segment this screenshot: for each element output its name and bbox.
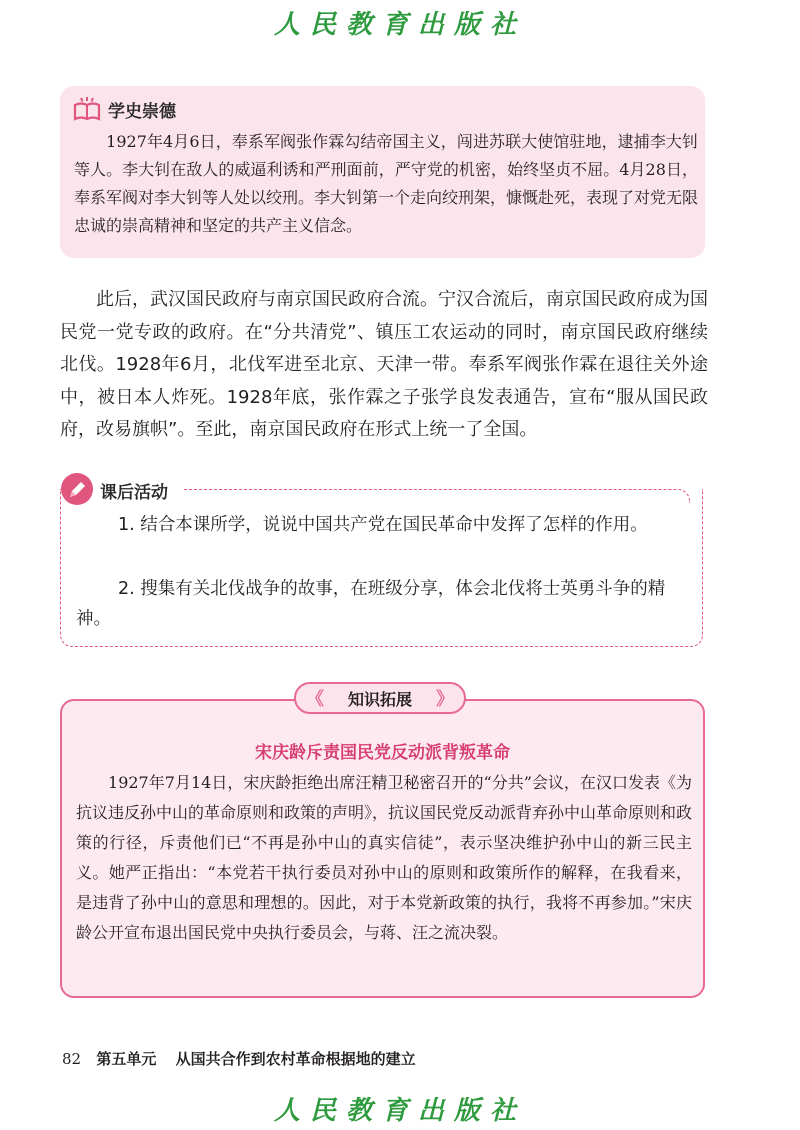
chevron-right-icon: 》 (435, 689, 454, 710)
xueshi-text: 1927年4月6日，奉系军阀张作霖勾结帝国主义，闯进苏联大使馆驻地，逮捕李大钊等人。李大钊在敌人的威逼利诱和严刑面前，严守党的机密，始终坚贞不屈。4月28日，奉系军阀对李大钊等人处以绞刑。李大钊第一个走向绞刑架，慷慨赴死，表现了对党无限忠诚的崇高精神和坚定的共产主义信念。 (74, 132, 699, 235)
xueshi-title: 学史崇德 (108, 101, 176, 122)
xueshi-chongde-box (60, 86, 705, 258)
knowledge-badge (294, 682, 466, 714)
unit-title: 从国共合作到农村革命根据地的建立 (175, 1050, 416, 1068)
chevron-left-icon: 《 (306, 689, 324, 710)
page-footer (62, 1048, 416, 1069)
main-paragraph: 此后，武汉国民政府与南京国民政府合流。宁汉合流后，南京国民政府成为国民党一党专政的政府。在“分共清党”、镇压工农运动的同时，南京国民政府继续北伐。1928年6月，北伐军进至北京、天津一带。奉系军阀张作霖在退往关外途中，被日本人炸死。1928年底，张作霖之子张学良发表通告，宣布“服从国民政府，改易旗帜”。至此，南京国民政府在形式上统一了全国。 (60, 289, 708, 440)
publisher-logo-top: 人民教育出版社 (273, 10, 526, 40)
activity-item-1: 1. 结合本课所学，说说中国共产党在国民革命中发挥了怎样的作用。 (118, 515, 648, 535)
book-icon (72, 96, 102, 122)
activity-item-2: 2. 搜集有关北伐战争的故事，在班级分享，体会北伐将士英勇斗争的精神。 (76, 579, 666, 629)
xueshi-header (72, 96, 176, 122)
activity-title: 课后活动 (100, 483, 168, 503)
knowledge-heading: 宋庆龄斥责国民党反动派背叛革命 (255, 743, 510, 763)
page-number: 82 (62, 1050, 82, 1068)
unit-label: 第五单元 (96, 1050, 157, 1068)
knowledge-badge-title: 知识拓展 (347, 689, 412, 709)
knowledge-text: 1927年7月14日，宋庆龄拒绝出席汪精卫秘密召开的“分共”会议，在汉口发表《为抗议违反孙中山的革命原则和政策的声明》，抗议国民党反动派背弃孙中山革命原则和政策的行径，斥责他们已“不再是孙中山的真实信徒”，表示坚决维护孙中山的新三民主义。她严正指出：“本党若干执行委员对孙中山的原则和政策所作的解释，在我看来，是违背了孙中山的意思和理想的。因此，对于本党新政策的执行，我将不再参加。”宋庆龄公开宣布退出国民党中央执行委员会，与蒋、汪之流决裂。 (76, 773, 693, 942)
publisher-logo-bottom: 人民教育出版社 (273, 1096, 526, 1126)
